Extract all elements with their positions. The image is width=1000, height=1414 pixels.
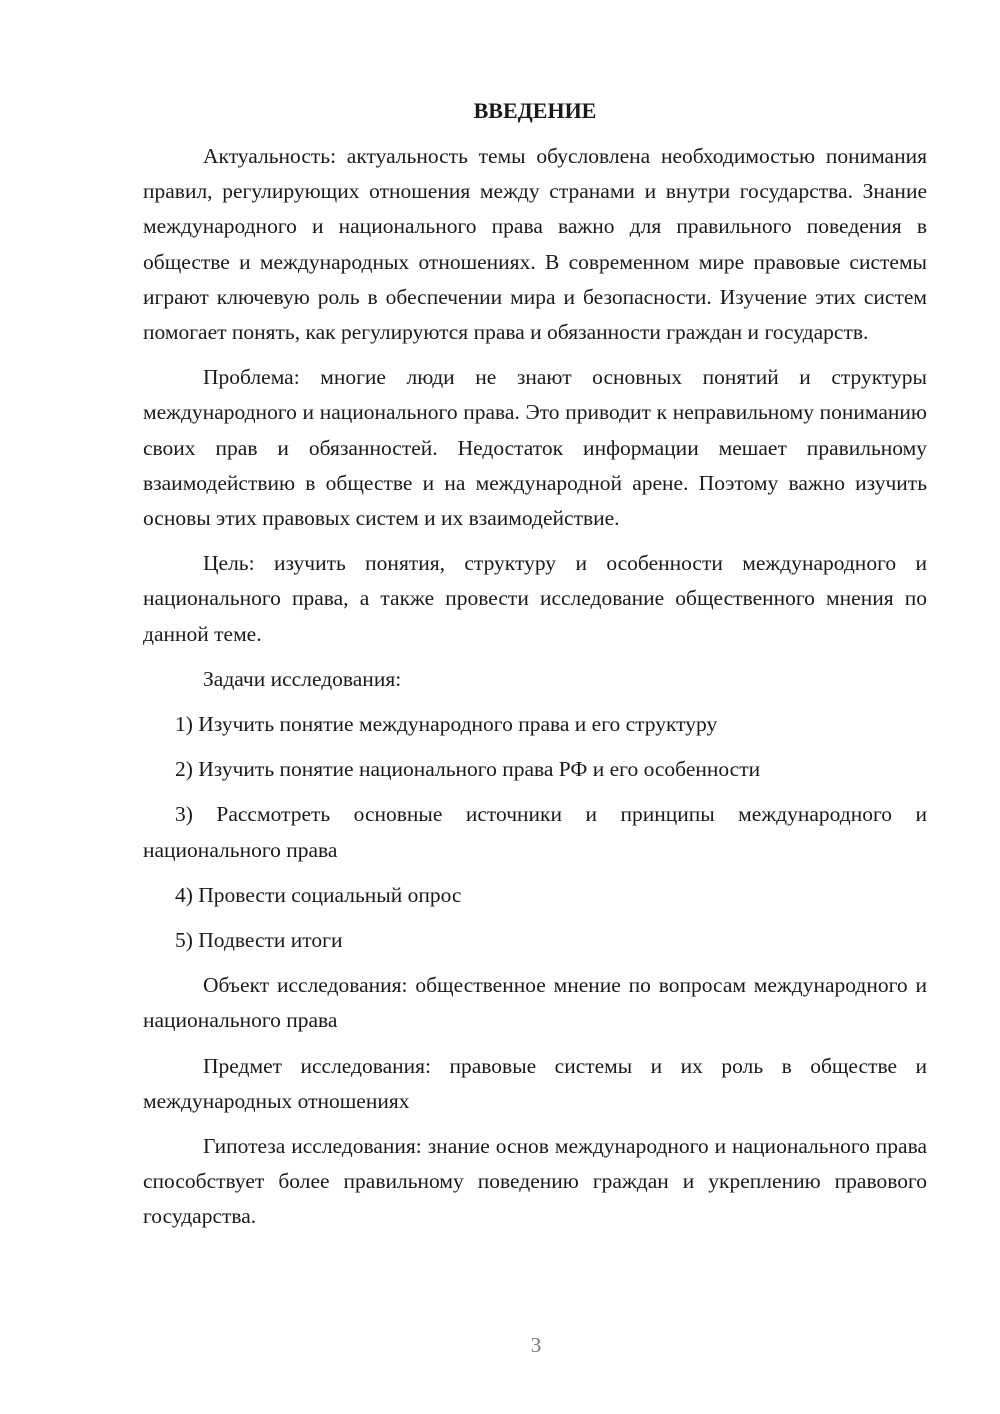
problem-paragraph: Проблема: многие люди не знают основных понятий и структуры международного и национального права. Это приводит к неправильному пониманию своих прав и обязанностей. Недостаток информации мешает правильному взаимодействию в обществе и на международной арене. Поэтому важно изучить основы этих правовых систем и их взаимодействие. — [143, 365, 927, 531]
task-item: 3) Рассмотреть основные источники и принципы международного и национального права — [143, 802, 927, 862]
section-title: ВВЕДЕНИЕ — [473, 98, 597, 123]
goal-paragraph: Цель: изучить понятия, структуру и особенности международного и национального права, а также провести исследование общественного мнения по данной теме. — [143, 551, 927, 646]
hypothesis-paragraph: Гипотеза исследования: знание основ международного и национального права способствует более правильному поведению граждан и укреплению правового государства. — [143, 1134, 927, 1229]
task-item: 4) Провести социальный опрос — [175, 882, 462, 907]
task-item: 1) Изучить понятие международного права и его структуру — [175, 712, 718, 737]
page-number: 3 — [530, 1333, 542, 1357]
document-page — [143, 95, 927, 1245]
tasks-heading: Задачи исследования: — [203, 666, 402, 691]
subject-paragraph: Предмет исследования: правовые системы и их роль в обществе и международных отношениях — [143, 1053, 927, 1113]
relevance-paragraph: Актуальность: актуальность темы обусловлена необходимостью понимания правил, регулирующих отношения между странами и внутри государства. Знание международного и национального права важно для правильного поведения в обществе и международных отношениях. В современном мире правовые системы играют ключевую роль в обеспечении мира и безопасности. Изучение этих систем помогает понять, как регулируются права и обязанности граждан и государств. — [143, 144, 927, 345]
object-paragraph: Объект исследования: общественное мнение по вопросам международного и национального права — [143, 973, 927, 1033]
task-item: 5) Подвести итоги — [175, 928, 343, 953]
task-item: 2) Изучить понятие национального права РФ и его особенности — [175, 757, 761, 782]
